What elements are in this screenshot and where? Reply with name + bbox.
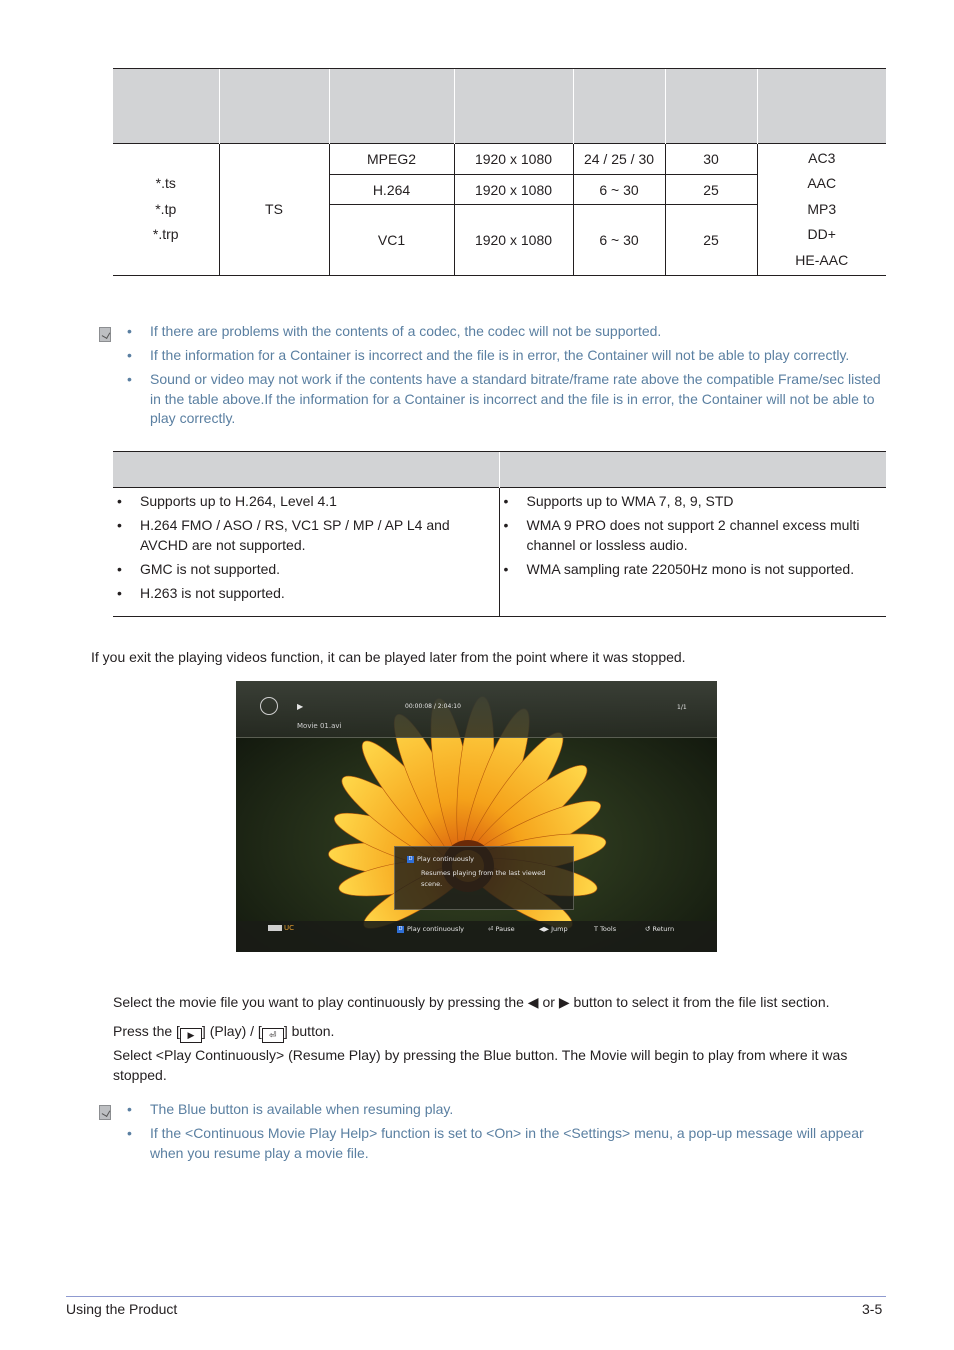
blue-button-icon: D [398,925,403,932]
frame-rate-cell: 6 ~ 30 [573,175,665,205]
page-number: 3-5 [862,1301,883,1317]
step-1 [113,993,830,1013]
file-extensions-cell [113,144,219,276]
arrow-icon: ◀▶ [539,925,549,933]
help-label: Jump [551,925,568,933]
popup-title [407,855,474,863]
audio-codec: HE-AAC [795,251,849,268]
enter-button-icon: ⏎ [262,1028,284,1043]
storage-icon [268,925,282,931]
header-cell [113,452,499,488]
popup-title-text: Play continuously [417,855,475,863]
help-label: Play continuously [407,925,465,933]
step-text: button to select it from the file list section. [573,994,830,1010]
left-arrow-icon: ◀ [527,994,539,1010]
list-item: • Supports up to H.264, Level 4.1 [113,492,499,512]
audio-codec: AAC [807,175,837,192]
header-cell [665,69,757,144]
codec-cell: VC1 [329,205,454,276]
tools-icon: T [594,925,598,933]
step-text: or [542,994,555,1010]
audio-codec: AC3 [808,149,836,166]
help-label: Tools [600,925,617,933]
note-icon [99,1105,111,1120]
extension: *.tp [155,200,177,217]
bottom-left-label: UC [284,924,295,932]
notes-list [127,322,887,433]
blue-button-icon: D [408,855,413,862]
header-cell [329,69,454,144]
footer-divider [66,1296,886,1297]
popup-message: Resumes playing from the last viewed scene. [421,869,546,888]
list-item: • H.264 FMO / ASO / RS, VC1 SP / MP / AP L4 and AVCHD are not supported. [113,516,499,555]
notes-list [127,1100,887,1168]
help-label: Return [652,925,675,933]
bitrate-cell: 30 [665,144,757,175]
note-item: • The Blue button is available when resuming play. [127,1100,887,1120]
help-return[interactable] [645,925,674,933]
header-cell [454,69,573,144]
note-item: • If there are problems with the contents of a codec, the codec will not be supported. [127,322,887,342]
header-cell [113,69,219,144]
play-status-icon: ▶ [297,702,304,711]
note-item: • If the information for a Container is incorrect and the file is in error, the Container will not be able to play correctly. [127,346,887,366]
time-display: 00:00:08 / 2:04:10 [405,703,461,710]
list-item: • WMA sampling rate 22050Hz mono is not supported. [500,560,887,580]
intro-paragraph: If you exit the playing videos function, it can be played later from the point where it was stopped. [91,649,686,665]
audio-codec: DD+ [807,226,836,243]
bottom-left-indicator [268,924,294,932]
page-indicator: 1/1 [677,704,687,711]
bitrate-cell: 25 [665,205,757,276]
resolution-cell: 1920 x 1080 [454,175,573,205]
extension: *.ts [155,175,176,192]
bitrate-cell: 25 [665,175,757,205]
help-play-continuously[interactable] [397,925,464,933]
step-text: Select the movie file you want to play continuously by pressing the [113,994,524,1010]
footer-section-title: Using the Product [66,1301,178,1317]
resolution-cell: 1920 x 1080 [454,205,573,276]
right-arrow-icon: ▶ [558,994,570,1010]
table-row [113,488,886,617]
note-item: • Sound or video may not work if the contents have a standard bitrate/frame rate above the compatible Frame/sec listed in the table above.If the information for a Container is incorrect and the file is in error, the Container will not be able to play correctly. [127,370,887,429]
return-icon: ↺ [645,925,651,933]
list-item: • H.263 is not supported. [113,584,499,604]
step-2 [113,1022,334,1043]
audio-limits-cell [499,488,886,617]
tv-screenshot [236,681,717,952]
codec-table [113,68,886,276]
step-3: Select <Play Continuously> (Resume Play) by pressing the Blue button. The Movie will begin to play from where it was stopped. [113,1047,848,1083]
header-cell [757,69,886,144]
step-text: ] (Play) / [ [201,1023,262,1039]
list-item: • Supports up to WMA 7, 8, 9, STD [500,492,887,512]
table-row [113,144,886,175]
help-pause[interactable] [488,925,515,933]
help-tools[interactable] [594,925,616,933]
header-cell [219,69,329,144]
container-cell: TS [219,144,329,276]
resolution-cell: 1920 x 1080 [454,144,573,175]
list-item: • GMC is not supported. [113,560,499,580]
extension: *.trp [152,226,179,243]
video-limits-cell [113,488,499,617]
enter-icon: ⏎ [488,925,494,933]
help-jump[interactable] [539,925,568,933]
limitations-table [113,451,886,617]
frame-rate-cell: 6 ~ 30 [573,205,665,276]
codec-table-header-row [113,69,886,144]
step-text: ] button. [283,1023,335,1039]
codec-cell: H.264 [329,175,454,205]
note-icon [99,327,111,342]
file-name: Movie 01.avi [297,722,342,730]
header-cell [573,69,665,144]
play-button-icon: ▶ [180,1028,202,1043]
audio-codec-cell [757,144,886,276]
limitations-header-row [113,452,886,488]
note-item: • If the <Continuous Movie Play Help> function is set to <On> in the <Settings> menu, a pop-up message will appear when you resume play a movie file. [127,1124,887,1163]
header-cell [499,452,886,488]
film-reel-icon [260,697,278,715]
codec-cell: MPEG2 [329,144,454,175]
step-text: Press the [ [113,1023,180,1039]
help-label: Pause [495,925,515,933]
frame-rate-cell: 24 / 25 / 30 [573,144,665,175]
audio-codec: MP3 [807,200,837,217]
resume-popup [394,846,574,910]
list-item: • WMA 9 PRO does not support 2 channel excess multi channel or lossless audio. [500,516,887,555]
